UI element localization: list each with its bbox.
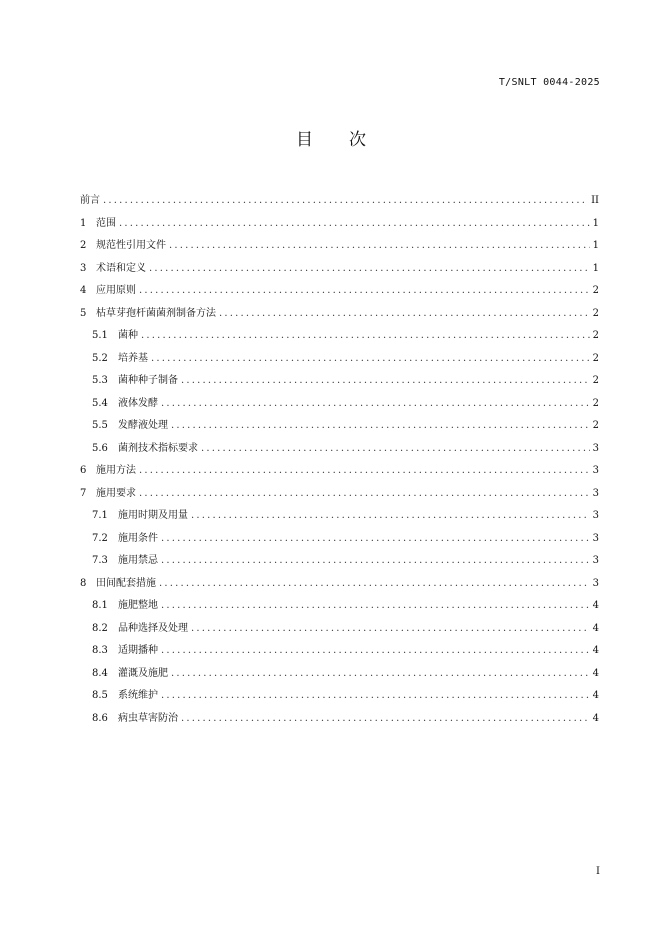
- toc-entry-page: 3: [592, 442, 599, 454]
- toc-entry-number: 5: [80, 307, 87, 319]
- toc-entry[interactable]: [80, 643, 599, 666]
- toc-entry[interactable]: [80, 441, 599, 464]
- toc-entry-page: 3: [592, 555, 599, 566]
- toc-entry-page: 1: [592, 240, 599, 251]
- toc-entry-page: 2: [592, 285, 599, 296]
- page-title: 目次: [296, 130, 402, 150]
- table-of-contents: [80, 193, 599, 733]
- toc-dot-leader: [161, 531, 590, 547]
- toc-dot-leader: [139, 283, 590, 299]
- toc-entry[interactable]: [80, 261, 599, 284]
- toc-entry-label: 施肥整地: [118, 600, 158, 611]
- toc-entry[interactable]: [80, 216, 599, 239]
- toc-dot-leader: [171, 418, 590, 434]
- toc-entry-number: 8.3: [92, 645, 108, 656]
- toc-entry[interactable]: [80, 238, 599, 261]
- page-number: I: [596, 866, 600, 877]
- toc-dot-leader: [171, 666, 590, 682]
- toc-entry-number: 5.1: [92, 330, 108, 341]
- toc-entry-label: 病虫草害防治: [118, 712, 178, 724]
- toc-entry-label: 发酵液处理: [118, 420, 168, 431]
- toc-dot-leader: [181, 373, 590, 389]
- toc-entry-label: 施用方法: [96, 465, 136, 476]
- toc-entry-number: 8: [80, 577, 87, 589]
- toc-entry-page: 2: [592, 397, 599, 409]
- toc-entry-page: 2: [592, 352, 599, 364]
- toc-dot-leader: [161, 598, 590, 614]
- toc-dot-leader: [151, 351, 590, 367]
- toc-entry-number: 8.6: [92, 712, 108, 724]
- toc-entry[interactable]: [80, 666, 599, 689]
- toc-dot-leader: [201, 441, 590, 457]
- toc-dot-leader: [139, 486, 590, 502]
- toc-entry[interactable]: [80, 328, 599, 351]
- toc-dot-leader: [181, 711, 590, 727]
- toc-entry-label: 菌种种子制备: [118, 375, 178, 386]
- document-code: T/SNLT 0044-2025: [498, 77, 600, 88]
- toc-dot-leader: [159, 576, 590, 592]
- toc-entry-number: 7.3: [92, 555, 108, 566]
- toc-entry[interactable]: [80, 621, 599, 644]
- toc-entry-page: 3: [592, 532, 599, 544]
- toc-dot-leader: [139, 463, 590, 479]
- toc-dot-leader: [169, 238, 590, 254]
- toc-entry-page: 4: [592, 645, 599, 656]
- toc-entry-number: 1: [80, 217, 87, 229]
- toc-entry-page: 4: [592, 622, 599, 634]
- toc-entry-label: 品种选择及处理: [118, 622, 188, 634]
- toc-entry-label: 范围: [96, 217, 116, 229]
- toc-entry[interactable]: [80, 508, 599, 531]
- toc-dot-leader: [161, 643, 590, 659]
- toc-dot-leader: [191, 508, 590, 524]
- toc-entry-number: 8.2: [92, 622, 108, 634]
- toc-entry-page: 1: [592, 217, 599, 229]
- toc-entry[interactable]: [80, 553, 599, 576]
- toc-entry-number: 8.4: [92, 667, 108, 679]
- toc-entry-number: 5.6: [92, 442, 108, 454]
- toc-entry[interactable]: [80, 463, 599, 486]
- toc-entry[interactable]: [80, 711, 599, 734]
- toc-entry-page: 2: [592, 375, 599, 386]
- toc-dot-leader: [119, 216, 590, 232]
- toc-dot-leader: [161, 553, 590, 569]
- toc-entry-label: 菌种: [118, 330, 138, 341]
- toc-entry-label: 系统维护: [118, 690, 158, 701]
- toc-entry-page: 2: [592, 330, 599, 341]
- toc-entry-number: 2: [80, 240, 87, 251]
- toc-entry-number: 7.2: [92, 532, 108, 544]
- toc-entry-page: 4: [592, 600, 599, 611]
- toc-entry-label: 适期播种: [118, 645, 158, 656]
- toc-dot-leader: [103, 193, 588, 209]
- toc-entry[interactable]: [80, 688, 599, 711]
- toc-entry-label: 应用原则: [96, 285, 136, 296]
- toc-entry-label: 施用时期及用量: [118, 510, 188, 521]
- toc-dot-leader: [141, 328, 590, 344]
- toc-entry-number: 5.5: [92, 420, 108, 431]
- toc-entry-page: 4: [592, 667, 599, 679]
- toc-dot-leader: [149, 261, 590, 277]
- toc-entry-page: 1: [592, 262, 599, 274]
- toc-entry-label: 菌剂技术指标要求: [118, 442, 198, 454]
- toc-entry-number: 6: [80, 465, 87, 476]
- toc-entry-number: 7: [80, 487, 87, 499]
- toc-entry-page: 3: [592, 577, 599, 589]
- toc-entry-number: 8.1: [92, 600, 108, 611]
- toc-entry[interactable]: [80, 373, 599, 396]
- toc-entry-label: 前言: [80, 195, 100, 206]
- toc-entry-label: 术语和定义: [96, 262, 146, 274]
- toc-entry[interactable]: [80, 486, 599, 509]
- toc-entry[interactable]: [80, 306, 599, 329]
- toc-entry-number: 4: [80, 285, 87, 296]
- toc-dot-leader: [161, 396, 590, 412]
- toc-entry-number: 3: [80, 262, 87, 274]
- toc-entry-label: 施用条件: [118, 532, 158, 544]
- toc-entry-label: 施用禁忌: [118, 555, 158, 566]
- toc-entry[interactable]: [80, 283, 599, 306]
- toc-entry-number: 7.1: [92, 510, 108, 521]
- toc-entry-page: 3: [592, 487, 599, 499]
- toc-entry-page: II: [591, 195, 599, 206]
- toc-entry[interactable]: [80, 193, 599, 216]
- toc-entry-page: 4: [592, 690, 599, 701]
- toc-entry-page: 3: [592, 465, 599, 476]
- toc-entry[interactable]: [80, 351, 599, 374]
- toc-entry[interactable]: [80, 576, 599, 599]
- toc-entry-label: 枯草芽孢杆菌菌剂制备方法: [96, 307, 216, 319]
- toc-entry-number: 5.3: [92, 375, 108, 386]
- toc-entry-label: 灌溉及施肥: [118, 667, 168, 679]
- toc-entry-page: 2: [592, 307, 599, 319]
- toc-dot-leader: [161, 688, 590, 704]
- toc-entry-label: 施用要求: [96, 487, 136, 499]
- toc-entry-page: 4: [592, 712, 599, 724]
- toc-entry[interactable]: [80, 598, 599, 621]
- toc-entry-label: 液体发酵: [118, 397, 158, 409]
- toc-dot-leader: [219, 306, 590, 322]
- toc-entry-number: 5.2: [92, 352, 108, 364]
- toc-dot-leader: [191, 621, 590, 637]
- toc-entry[interactable]: [80, 418, 599, 441]
- toc-entry-number: 8.5: [92, 690, 108, 701]
- toc-entry-label: 培养基: [118, 352, 148, 364]
- toc-entry[interactable]: [80, 531, 599, 554]
- toc-entry-label: 规范性引用文件: [96, 240, 166, 251]
- toc-entry-number: 5.4: [92, 397, 108, 409]
- toc-entry-label: 田间配套措施: [96, 577, 156, 589]
- toc-entry-page: 2: [592, 420, 599, 431]
- toc-entry[interactable]: [80, 396, 599, 419]
- toc-entry-page: 3: [592, 510, 599, 521]
